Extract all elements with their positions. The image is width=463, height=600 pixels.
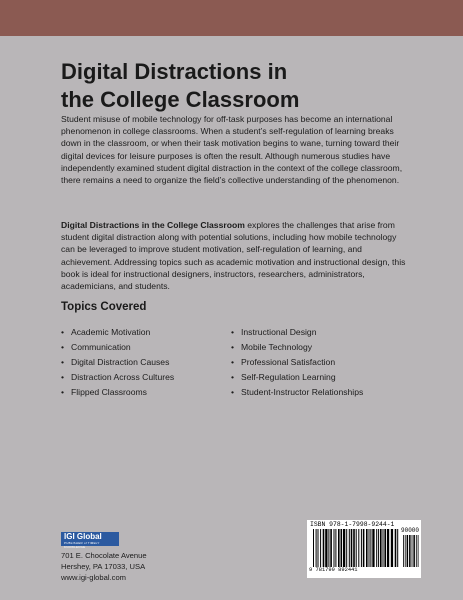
- description-paragraph-2: [61, 219, 406, 292]
- topics-list-right: [231, 325, 363, 400]
- book-title-inline: Digital Distractions in the College Classroom: [61, 220, 245, 230]
- publisher-address: [61, 550, 147, 583]
- isbn-barcode-box: [307, 520, 421, 578]
- barcode-number: 9 781799 892441: [309, 567, 358, 573]
- topic-item: • Distraction Across Cultures: [61, 370, 174, 385]
- book-title: [61, 58, 401, 114]
- title-line-2: the College Classroom: [61, 87, 300, 112]
- top-color-band: [0, 0, 463, 36]
- topic-item: • Professional Satisfaction: [231, 355, 363, 370]
- topic-item: • Communication: [61, 340, 174, 355]
- topic-item: • Flipped Classrooms: [61, 385, 174, 400]
- title-line-1: Digital Distractions in: [61, 59, 288, 84]
- price-code: 90000: [401, 527, 420, 534]
- publisher-website: www.igi-global.com: [61, 573, 126, 582]
- logo-text: IGI Global: [64, 532, 102, 541]
- barcode-digits: [309, 527, 420, 573]
- topic-item: • Academic Motivation: [61, 325, 174, 340]
- isbn-label: ISBN 978-1-7998-9244-1: [310, 521, 395, 528]
- topics-list-left: [61, 325, 174, 400]
- topic-item: • Digital Distraction Causes: [61, 355, 174, 370]
- address-line-2: Hershey, PA 17033, USA: [61, 562, 146, 571]
- topic-item: • Instructional Design: [231, 325, 363, 340]
- topic-item: • Self-Regulation Learning: [231, 370, 363, 385]
- paragraph-2-text: explores the challenges that arise from student digital distraction along with potential solutions, including how mobile technology can be leveraged to improve student motivation, self-regulation of learning, and achievement. Addressing topics such as academic motivation and instructional design, this book is ideal for instructional designers, instructors, researchers, administrators, academicians, and students.: [61, 220, 406, 292]
- topic-item: • Student-Instructor Relationships: [231, 385, 363, 400]
- barcode-icon: [313, 529, 419, 569]
- description-paragraph-1: Student misuse of mobile technology for off-task purposes has become an international phenomenon in college classrooms. When a student’s self-regulation of learning breaks down in the classroom, or when their task motivation begins to wane, turning toward their digital devices for leisure purposes is often the result. Although numerous studies have independently examined student digital distraction in the context of the college classroom, there remains a need to organize the field’s collective understanding of the phenomenon.: [61, 114, 403, 186]
- publisher-logo: [61, 532, 119, 549]
- address-line-1: 701 E. Chocolate Avenue: [61, 551, 147, 560]
- topics-heading: Topics Covered: [61, 301, 147, 313]
- logo-tagline: PUBLISHER of TIMELY KNOWLEDGE: [64, 541, 100, 549]
- topic-item: • Mobile Technology: [231, 340, 363, 355]
